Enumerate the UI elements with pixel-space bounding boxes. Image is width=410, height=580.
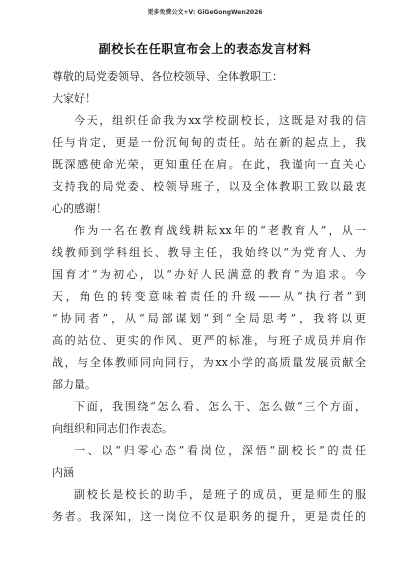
salutation-line: 尊敬的局党委领导、各位校领导、全体教职工： xyxy=(52,70,283,83)
paragraph-line: 战，与全体教师同向同行，为xx小学的高质量发展贡献全 xyxy=(52,356,366,369)
paragraph-line: 务者。我深知，这一岗位不仅是职务的提升，更是责任的 xyxy=(52,510,366,523)
section-heading-line: 内涵 xyxy=(52,466,74,479)
paragraph-line: 天，角色的转变意味着责任的升级——从“执行者”到 xyxy=(52,290,366,303)
paragraph-line: 任与肯定，更是一份沉甸甸的责任。站在新的起点上，我 xyxy=(52,136,366,149)
paragraph-line: 今天，组织任命我为xx学校副校长，这既是对我的信 xyxy=(74,114,366,127)
paragraph-line: “协同者”，从“局部谋划”到“全局思考”，我将以更 xyxy=(52,312,366,325)
paragraph-line: 心的感谢！ xyxy=(52,202,107,215)
paragraph-line: 国育才”为初心，以“办好人民满意的教育”为追求。今 xyxy=(52,268,366,281)
paragraph-line: 支持我的局党委、校领导班子，以及全体教职工致以最衷 xyxy=(52,180,366,193)
paragraph-line: 部力量。 xyxy=(52,378,96,391)
paragraph-line: 高的站位、更实的作风、更严的标准，与班子成员并肩作 xyxy=(52,334,366,347)
paragraph-line: 作为一名在教育战线耕耘xx年的“老教育人”，从一 xyxy=(74,224,366,237)
greeting-line: 大家好！ xyxy=(52,92,96,105)
paragraph-line: 副校长是校长的助手，是班子的成员，更是师生的服 xyxy=(74,488,366,501)
paragraph-line: 既深感使命光荣，更知重任在肩。在此，我谨向一直关心 xyxy=(52,158,366,171)
document-body xyxy=(52,66,366,528)
paragraph-line: 下面，我围绕“怎么看、怎么干、怎么做”三个方面， xyxy=(74,400,366,413)
document-title: 副校长在任职宣布会上的表态发言材料 xyxy=(98,42,312,56)
section-heading-line: 一、以“归零心态”看岗位，深悟“副校长”的责任 xyxy=(74,444,366,457)
paragraph-line: 向组织和同志们作表态。 xyxy=(52,422,173,435)
paragraph-line: 线教师到学科组长、教导主任，我始终以“为党育人、为 xyxy=(52,246,366,259)
header-notice: 更多免费公文+V: GiGeGongWen2026 xyxy=(147,9,263,16)
